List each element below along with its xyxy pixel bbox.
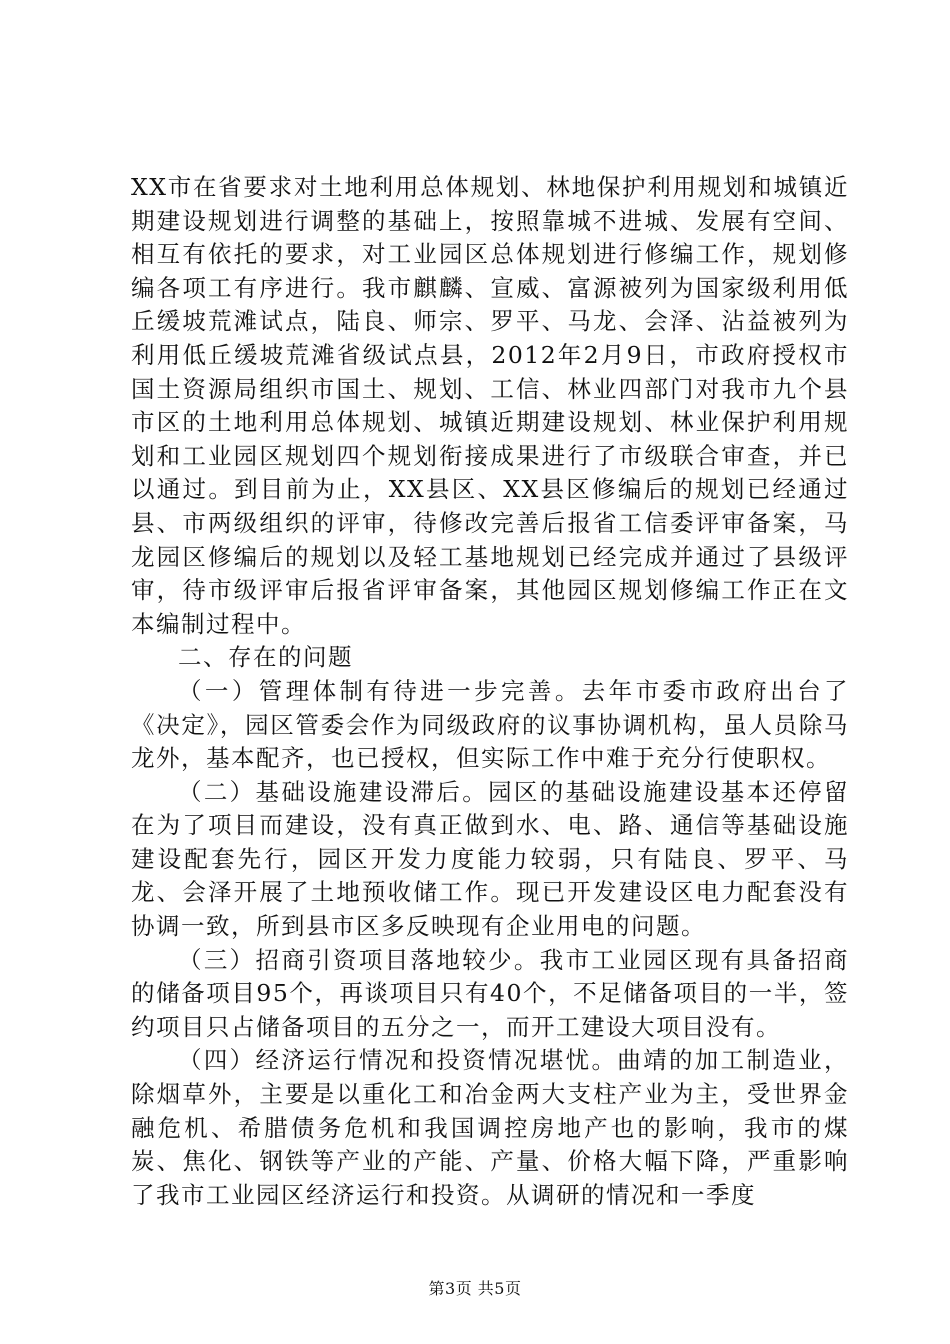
document-body	[131, 171, 849, 1212]
paragraph-economic-operation: （四）经济运行情况和投资情况堪忧。曲靖的加工制造业，除烟草外，主要是以重化工和冶金两大支柱产业为主，受世界金融危机、希腊债务危机和我国调控房地产也的影响，我市的煤炭、焦化、钢铁等产业的产能、产量、价格大幅下降，严重影响了我市工业园区经济运行和投资。从调研的情况和一季度	[131, 1046, 849, 1209]
section-heading-existing-problems: 二、存在的问题	[178, 643, 353, 672]
paragraph-infrastructure: （二）基础设施建设滞后。园区的基础设施建设基本还停留在为了项目而建设，没有真正做到水、电、路、通信等基础设施建设配套先行，园区开发力度能力较弱，只有陆良、罗平、马龙、会泽开展了土地预收储工作。现已开发建设区电力配套没有协调一致，所到县市区多反映现有企业用电的问题。	[131, 777, 849, 941]
paragraph-management-system: （一）管理体制有待进一步完善。去年市委市政府出台了《决定》，园区管委会作为同级政府的议事协调机构，虽人员除马龙外，基本配齐，也已授权，但实际工作中难于充分行使职权。	[131, 676, 849, 773]
page-footer: 第3页 共5页	[428, 1279, 522, 1298]
paragraph-planning-revision: XX市在省要求对土地利用总体规划、林地保护利用规划和城镇近期建设规划进行调整的基础上，按照靠城不进城、发展有空间、相互有依托的要求，对工业园区总体规划进行修编工作，规划修编各项工有序进行。我市麒麟、宣威、富源被列为国家级利用低丘缓坡荒滩试点，陆良、师宗、罗平、马龙、会泽、沾益被列为利用低丘缓坡荒滩省级试点县，2012年2月9日，市政府授权市国土资源局组织市国土、规划、工信、林业四部门对我市九个县市区的土地利用总体规划、城镇近期建设规划、林业保护利用规划和工业园区规划四个规划衔接成果进行了市级联合审查，并已以通过。到目前为止，XX县区、XX县区修编后的规划已经通过县、市两级组织的评审，待修改完善后报省工信委评审备案，马龙园区修编后的规划以及轻工基地规划已经完成并通过了县级评审，待市级评审后报省评审备案，其他园区规划修编工作正在文本编制过程中。	[131, 173, 849, 638]
paragraph-investment-projects: （三）招商引资项目落地较少。我市工业园区现有具备招商的储备项目95个，再谈项目只有40个，不足储备项目的一半，签约项目只占储备项目的五分之一，而开工建设大项目没有。	[131, 945, 849, 1041]
